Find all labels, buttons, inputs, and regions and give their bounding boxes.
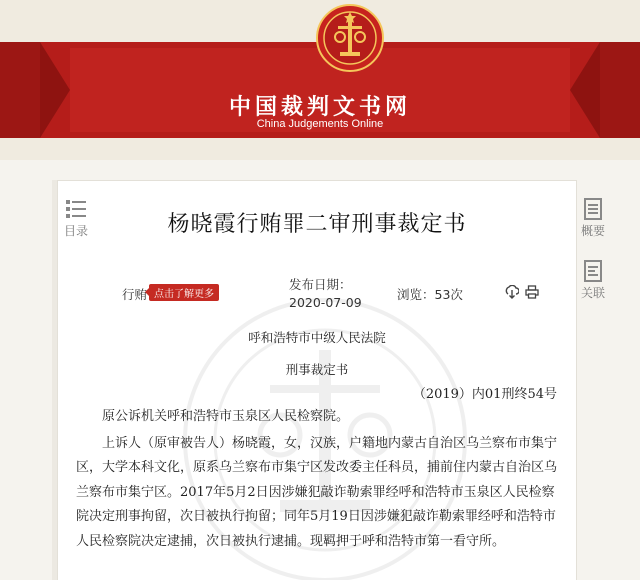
court-name: 呼和浩特市中级人民法院 — [248, 330, 386, 345]
related-label: 关联 — [580, 286, 605, 300]
summary-tool[interactable] — [573, 198, 613, 239]
document-icon — [582, 198, 604, 220]
case-cause: 行贿 — [122, 287, 148, 302]
view-count: 浏览：53次 — [397, 287, 463, 302]
learn-more-tag[interactable]: 点击了解更多 — [149, 284, 219, 301]
case-number: （2019）内01刑终54号 — [412, 387, 557, 402]
site-header — [0, 0, 640, 160]
related-document-icon — [582, 260, 604, 282]
document-title: 杨晓霞行贿罪二审刑事裁定书 — [167, 212, 467, 237]
publish-date-label: 发布日期： — [289, 277, 352, 292]
download-icon[interactable] — [505, 285, 519, 299]
toc-label: 目录 — [63, 224, 88, 238]
body-paragraph: 上诉人（原审被告人）杨晓霞，女，汉族，户籍地内蒙古自治区乌兰察布市集宁区，大学本科文化，原系乌兰察布市集宁区发改委主任科员，捕前住内蒙古自治区乌兰察布市集宁区。2017年5月2日因涉嫌犯敲诈勒索罪经呼和浩特市玉泉区人民检察院决定刑事拘留，次日被执行拘留；同年5月19日因涉嫌犯敲诈勒索罪经呼和浩特市人民检察院决定逮捕，次日被执行逮捕。现羁押于呼和浩特市第一看守所。 — [76, 435, 558, 549]
publish-date-value: 2020-07-09 — [289, 295, 362, 310]
related-tool[interactable] — [573, 260, 613, 301]
document-type: 刑事裁定书 — [285, 362, 349, 377]
site-title: 中国裁判文书网 — [228, 95, 411, 120]
court-emblem-icon — [316, 4, 384, 72]
print-icon[interactable] — [525, 285, 539, 299]
publish-date — [289, 276, 379, 312]
summary-label: 概要 — [580, 224, 605, 238]
document-body — [76, 405, 562, 556]
body-paragraph: 原公诉机关呼和浩特市玉泉区人民检察院。 — [102, 409, 350, 424]
site-subtitle: China Judgements Online — [256, 118, 384, 130]
